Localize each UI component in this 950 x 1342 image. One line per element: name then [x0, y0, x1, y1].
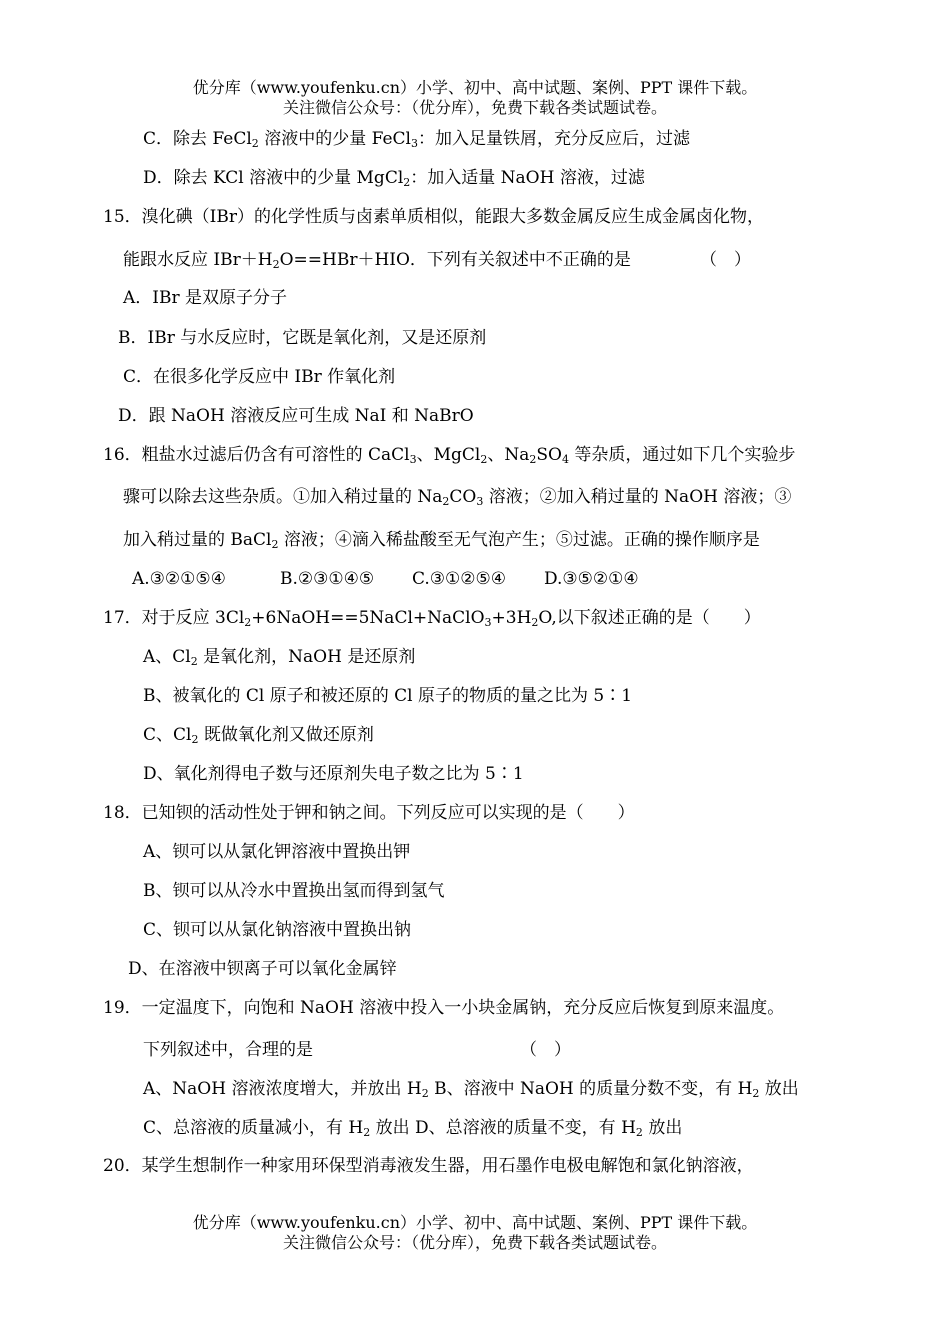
q19-answer-paren: （ ）	[520, 1040, 571, 1060]
q19-options-cd: C、总溶液的质量减小，有 $H_2$ 放出 D、总溶液的质量不变，有 $H_2$ 放出	[143, 1118, 683, 1139]
q19-stem-line-1: 19．一定温度下，向饱和 NaOH 溶液中投入一小块金属钠，充分反应后恢复到原来温度。	[103, 998, 785, 1018]
header-line-1: 优分库（www.youfenku.cn）小学、初中、高中试题、案例、PPT 课件下载。	[192, 78, 758, 97]
q17-option-b: B、被氧化的 Cl 原子和被还原的 Cl 原子的物质的量之比为 5∶1	[143, 686, 633, 706]
footer-line-1: 优分库（www.youfenku.cn）小学、初中、高中试题、案例、PPT 课件下载。	[192, 1213, 758, 1232]
q19-options-ab: A、NaOH 溶液浓度增大，并放出 $H_2$ B、溶液中 NaOH 的质量分数不变，有 $H_2$ 放出	[143, 1079, 799, 1100]
q18-stem: 18．已知钡的活动性处于钾和钠之间。下列反应可以实现的是（ ）	[103, 803, 635, 823]
q16-option-a: A.③②①⑤④	[132, 569, 226, 589]
footer-line-2: 关注微信公众号：（优分库），免费下载各类试题试卷。	[282, 1233, 667, 1252]
q19-stem-line-2: 下列叙述中，合理的是	[143, 1040, 313, 1060]
q16-option-d: D.③⑤②①④	[544, 569, 639, 589]
q16-stem-line-1: 16．粗盐水过滤后仍含有可溶性的 CaCl$_3$、MgCl$_2$、$Na_2SO_4$ 等杂质，通过如下几个实验步	[103, 445, 796, 466]
q15-stem-line-1: 15．溴化碘（IBr）的化学性质与卤素单质相似，能跟大多数金属反应生成金属卤化物，	[103, 207, 764, 227]
q18-option-b: B、钡可以从冷水中置换出氢而得到氢气	[143, 881, 445, 901]
q15-option-c: C．在很多化学反应中 IBr 作氧化剂	[123, 367, 396, 387]
q16-stem-line-3: 加入稍过量的 BaCl$_2$ 溶液；④滴入稀盐酸至无气泡产生；⑤过滤。正确的操作顺序是	[123, 530, 760, 551]
q16-option-c: C.③①②⑤④	[412, 569, 507, 589]
q20-stem-line-1: 20．某学生想制作一种家用环保型消毒液发生器，用石墨作电极电解饱和氯化钠溶液，	[103, 1156, 754, 1176]
q16-option-b: B.②③①④⑤	[280, 569, 375, 589]
q15-option-a: A．IBr 是双原子分子	[123, 288, 288, 308]
q15-stem-line-2: 能跟水反应 $IBr+H_2O==HBr+HIO$．下列有关叙述中不正确的是	[123, 250, 631, 271]
q18-option-c: C、钡可以从氯化钠溶液中置换出钠	[143, 920, 412, 940]
q15-option-d: D．跟 NaOH 溶液反应可生成 NaI 和 NaBrO	[118, 406, 474, 426]
q18-option-d: D、在溶液中钡离子可以氧化金属锌	[128, 959, 397, 979]
q17-option-a: A、$Cl_2$ 是氧化剂，NaOH 是还原剂	[143, 647, 416, 668]
q14-option-c: C．除去 FeCl$_2$ 溶液中的少量 FeCl$_3$：加入足量铁屑，充分反应后，过滤	[143, 129, 690, 150]
header-line-2: 关注微信公众号：（优分库），免费下载各类试题试卷。	[282, 98, 667, 117]
q17-option-c: C、$Cl_2$ 既做氧化剂又做还原剂	[143, 725, 374, 746]
q15-answer-paren: （ ）	[700, 250, 751, 270]
q17-stem: 17．对于反应 $3Cl_2+6NaOH==5NaCl+NaClO_3+3H_2O$,以下叙述正确的是（ ）	[103, 608, 761, 629]
q18-option-a: A、钡可以从氯化钾溶液中置换出钾	[143, 842, 411, 862]
q16-stem-line-2: 骤可以除去这些杂质。①加入稍过量的 $Na_2CO_3$ 溶液；②加入稍过量的 NaOH 溶液；③	[123, 487, 792, 508]
q17-option-d: D、氧化剂得电子数与还原剂失电子数之比为 5∶1	[143, 764, 524, 784]
q14-option-d: D．除去 KCl 溶液中的少量 MgCl$_2$：加入适量 NaOH 溶液，过滤	[143, 168, 645, 189]
q15-option-b: B．IBr 与水反应时，它既是氧化剂，又是还原剂	[118, 328, 487, 348]
